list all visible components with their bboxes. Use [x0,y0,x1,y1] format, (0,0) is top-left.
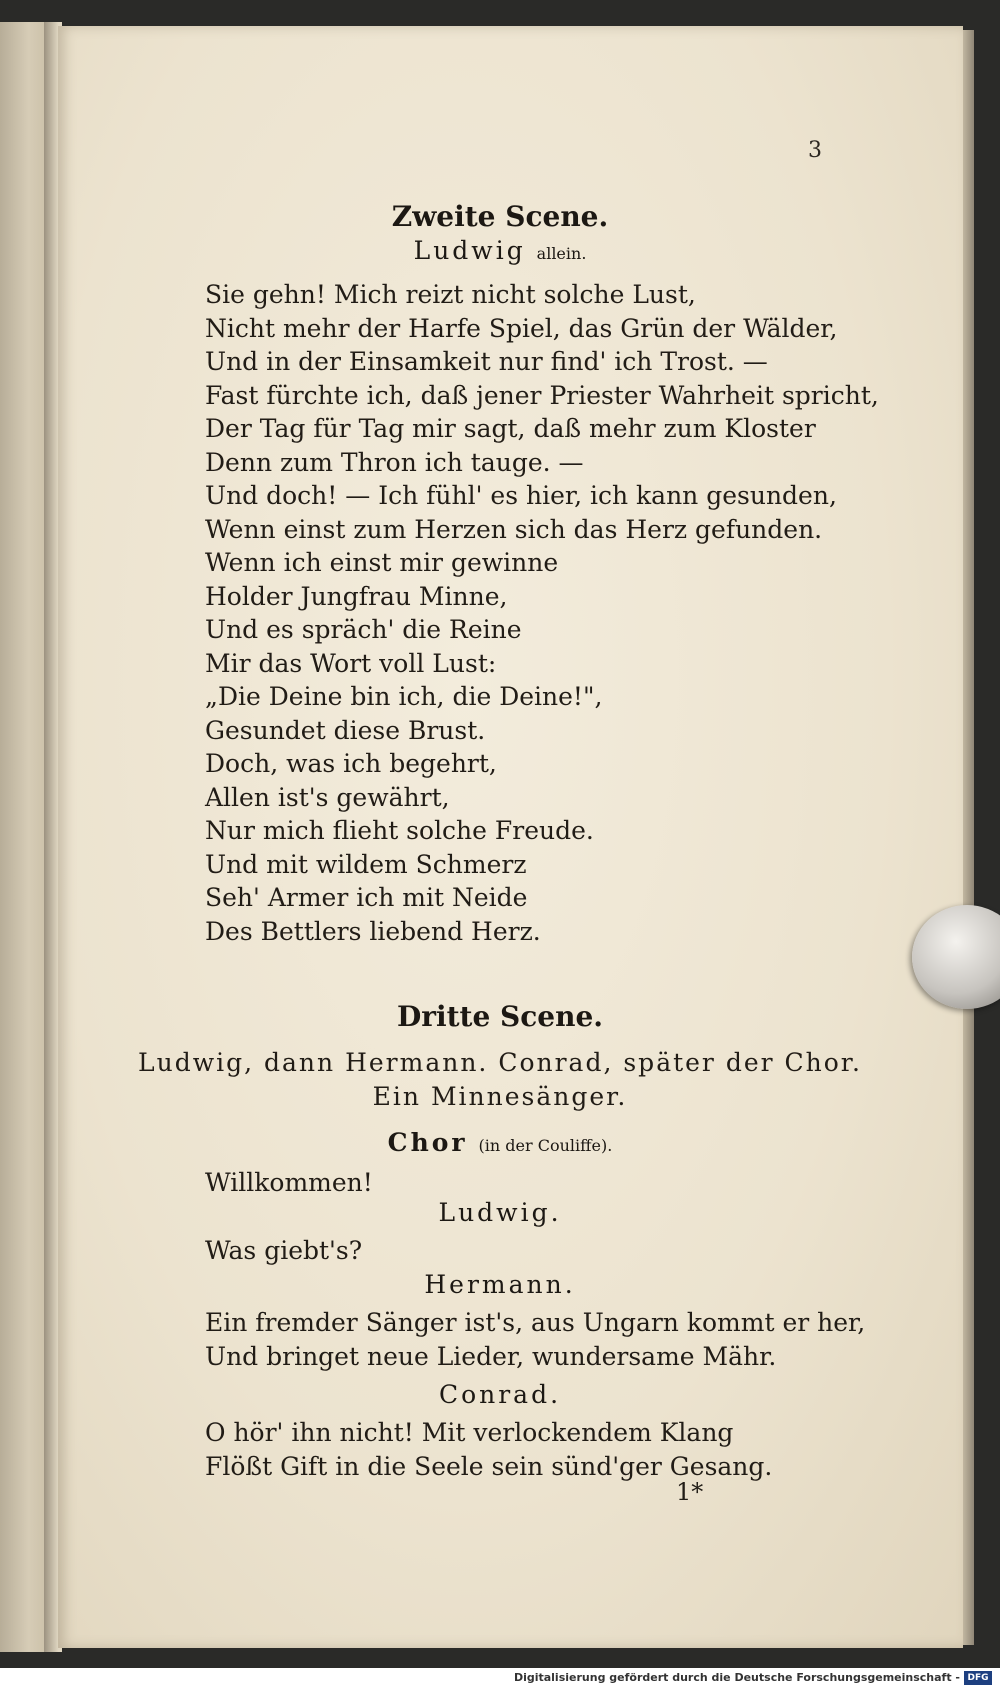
stage-direction: (in der Couliffe). [478,1136,613,1155]
verse-line: Und mit wildem Schmerz [205,849,527,879]
speaker-name: Ludwig [413,236,526,265]
chor-verse [205,1166,373,1200]
verse-line: Und in der Einsamkeit nur find' ich Trost. — [205,347,768,376]
verse-line: „Die Deine bin ich, die Deine!", [205,682,603,711]
ludwig-speaker: Ludwig. [438,1198,562,1227]
verse-line: Und es spräch' die Reine [205,615,522,644]
verse-line: Denn zum Thron ich tauge. — [205,447,584,477]
ludwig-verse [205,1234,362,1268]
verse-line: Mir das Wort voll Lust: [205,648,497,678]
verse-line: Fast fürchte ich, daß jener Priester Wahrheit spricht, [205,380,879,410]
verse-line: Nicht mehr der Harfe Spiel, das Grün der Wälder, [205,313,838,343]
cast-list-line-2: Ein Minnesänger. [372,1082,628,1111]
verse-line: Holder Jungfrau Minne, [205,581,508,611]
cast-list-line-1: Ludwig, dann Hermann. Conrad, später der Chor. [138,1048,862,1077]
hermann-verse [205,1306,865,1373]
verse-line: Der Tag für Tag mir sagt, daß mehr zum Kloster [205,414,816,443]
scene-2-verse [205,278,879,948]
footer-bar [0,1668,1000,1690]
verse-line: Gesundet diese Brust. [205,715,486,745]
verse-line: Nur mich flieht solche Freude. [205,816,594,845]
verse-line: Willkommen! [205,1168,373,1197]
hermann-speaker: Hermann. [424,1270,576,1299]
verse-line: Flößt Gift in die Seele sein sünd'ger Gesang. [205,1451,773,1481]
verse-line: Sie gehn! Mich reizt nicht solche Lust, [205,280,696,309]
verse-line: Doch, was ich begehrt, [205,749,497,778]
speaker-name: Chor [387,1128,468,1157]
verse-line: Des Bettlers liebend Herz. [205,916,541,946]
chor-speaker [0,1128,1000,1157]
verse-line: Seh' Armer ich mit Neide [205,883,528,912]
verse-line: Wenn ich einst mir gewinne [205,548,559,577]
scene-2-speaker [0,236,1000,265]
stage-direction: allein. [536,244,587,263]
funding-credit: Digitalisierung gefördert durch die Deutsche Forschungsgemeinschaft - [513,1671,960,1684]
verse-line: Allen ist's gewährt, [205,782,450,812]
verse-line: Was giebt's? [205,1236,363,1265]
scene-2-title: Zweite Scene. [391,200,609,233]
scene-3-title: Dritte Scene. [396,1000,604,1033]
verse-line: Und bringet neue Lieder, wundersame Mähr. [205,1341,777,1371]
printer-signature-mark: 1* [676,1478,704,1506]
page-number: 3 [808,138,822,163]
verse-line: O hör' ihn nicht! Mit verlockendem Klang [205,1418,734,1447]
verse-line: Ein fremder Sänger ist's, aus Ungarn kommt er her, [205,1308,866,1337]
conrad-verse [205,1416,772,1483]
verse-line: Und doch! — Ich fühl' es hier, ich kann gesunden, [205,481,837,510]
conrad-speaker: Conrad. [438,1380,562,1409]
verse-line: Wenn einst zum Herzen sich das Herz gefunden. [205,514,823,544]
dfg-logo: DFG [964,1671,992,1685]
